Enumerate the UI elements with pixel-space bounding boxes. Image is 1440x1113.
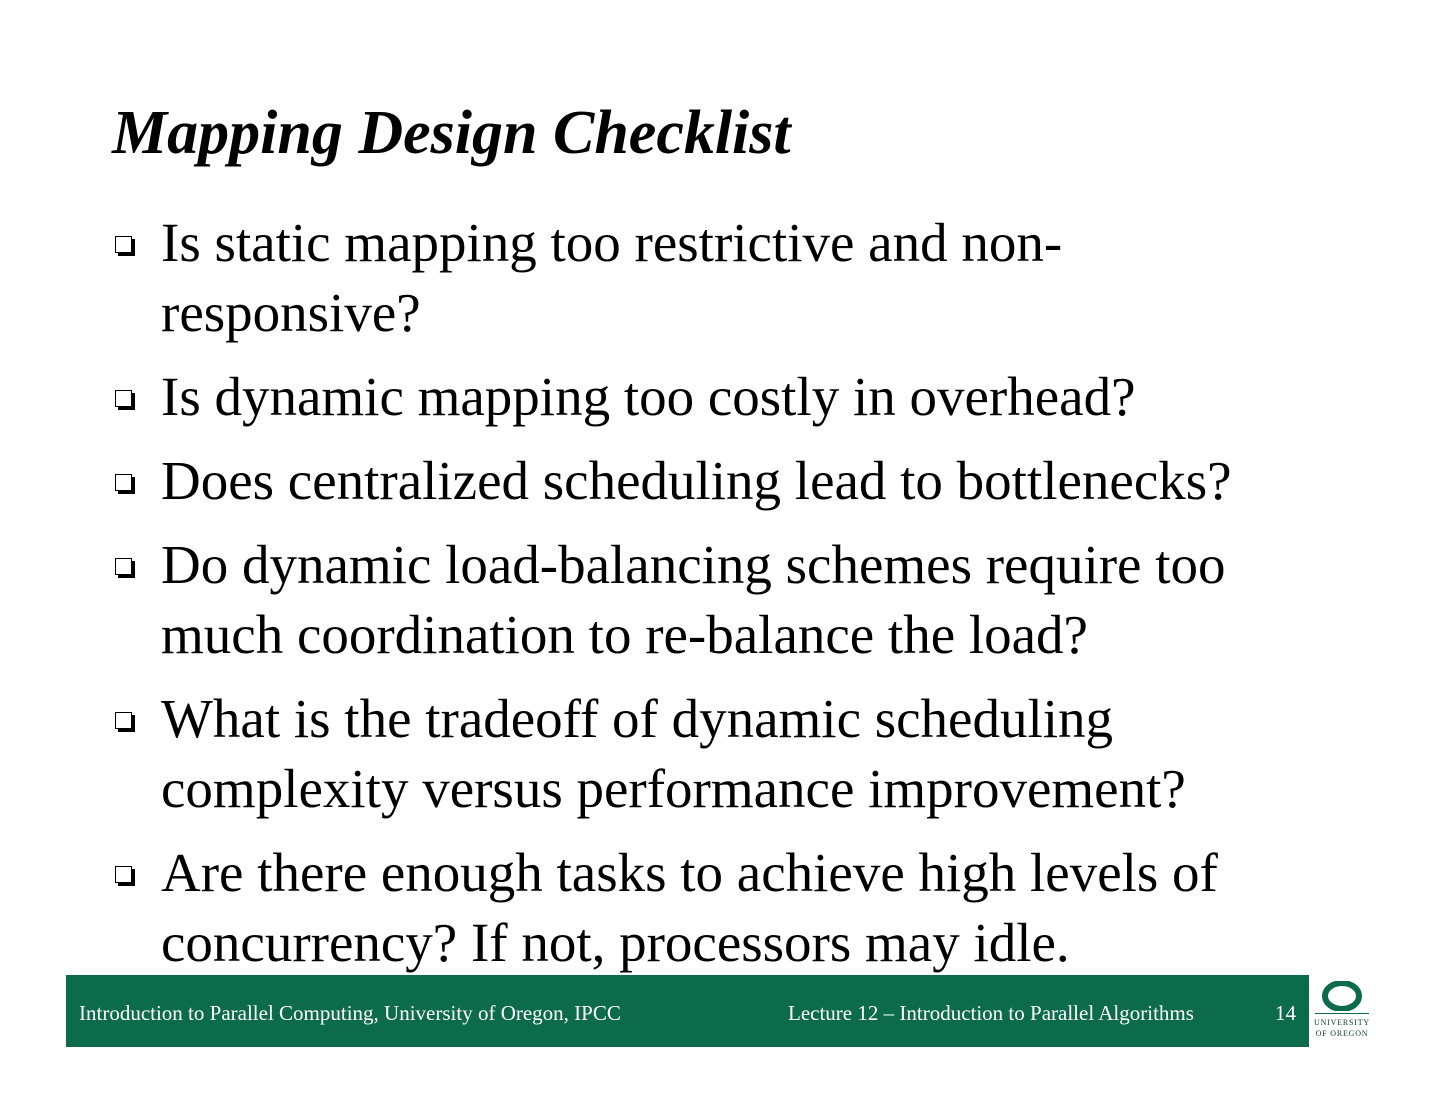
- checklist-line: Do dynamic load-balancing schemes require too: [161, 534, 1226, 595]
- logo-text-oregon: OF OREGON: [1315, 1029, 1369, 1038]
- checklist-item: [112, 684, 1312, 824]
- logo-text-university: UNIVERSITY: [1314, 1018, 1370, 1027]
- checklist-line: responsive?: [161, 282, 421, 343]
- oregon-o-icon: [1322, 981, 1362, 1011]
- checkbox-bullet-icon: [115, 390, 132, 407]
- logo-rule: [1315, 1013, 1369, 1014]
- checklist-item: [112, 362, 1312, 432]
- university-logo: [1310, 975, 1374, 1047]
- checklist-item: [112, 530, 1312, 670]
- checkbox-bullet-icon: [115, 712, 132, 729]
- checklist-item: [112, 446, 1312, 516]
- checkbox-bullet-icon: [115, 236, 132, 253]
- checkbox-bullet-icon: [115, 866, 132, 883]
- checklist-item: [112, 208, 1312, 348]
- footer-lecture: Lecture 12 – Introduction to Parallel Algorithms: [788, 1001, 1194, 1025]
- footer-course: Introduction to Parallel Computing, University of Oregon, IPCC: [79, 1001, 621, 1025]
- checklist-line: Are there enough tasks to achieve high levels of: [161, 842, 1218, 903]
- checklist: [112, 208, 1312, 992]
- checkbox-bullet-icon: [115, 474, 132, 491]
- checklist-line: concurrency? If not, processors may idle.: [161, 912, 1070, 973]
- checklist-line: much coordination to re-balance the load?: [161, 604, 1088, 665]
- slide-title: Mapping Design Checklist: [112, 99, 791, 167]
- checklist-line: complexity versus performance improvement?: [161, 758, 1186, 819]
- page-number: 14: [1275, 1001, 1296, 1025]
- footer-bar: [66, 975, 1309, 1047]
- checklist-item: [112, 838, 1312, 978]
- checklist-line: Is dynamic mapping too costly in overhead?: [161, 366, 1136, 427]
- checkbox-bullet-icon: [115, 558, 132, 575]
- checklist-line: Is static mapping too restrictive and non-: [161, 212, 1063, 273]
- checklist-line: Does centralized scheduling lead to bottlenecks?: [161, 450, 1232, 511]
- checklist-line: What is the tradeoff of dynamic scheduling: [161, 688, 1114, 749]
